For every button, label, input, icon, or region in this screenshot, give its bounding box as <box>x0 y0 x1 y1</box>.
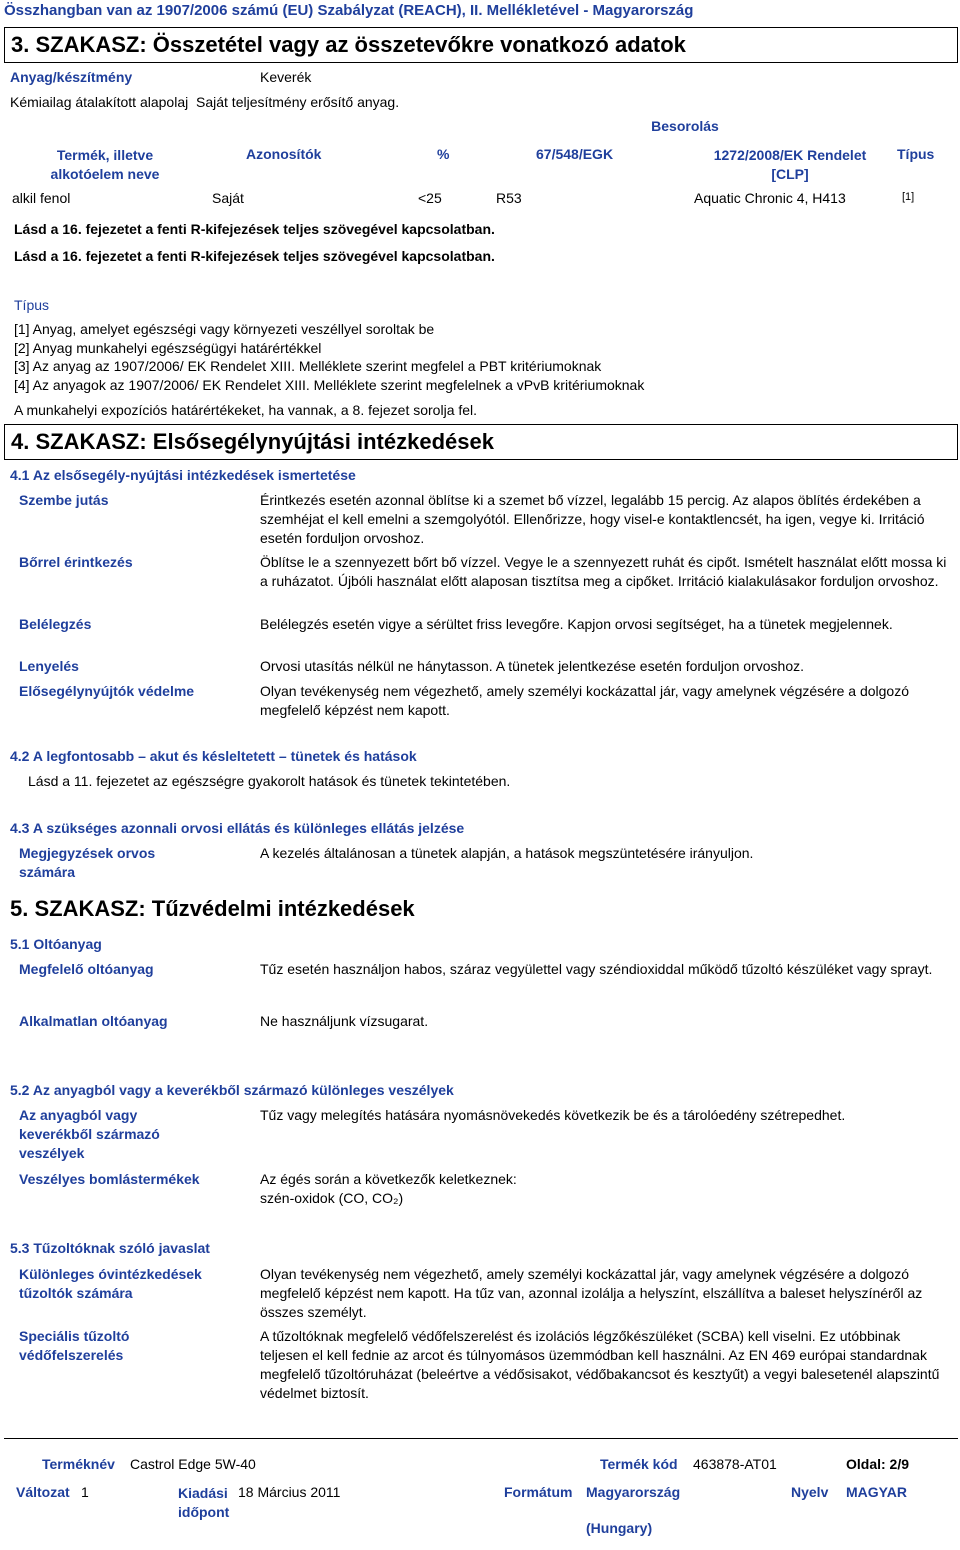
special-precautions-label-line1: Különleges óvintézkedések <box>19 1266 202 1282</box>
row-clp: Aquatic Chronic 4, H413 <box>694 190 846 206</box>
r-phrase-note-2: Lásd a 16. fejezetet a fenti R-kifejezések teljes szövegével kapcsolatban. <box>14 248 495 264</box>
first-aider-protection-text: Olyan tevékenység nem végezhető, amely személyi kockázattal jár, vagy amelynek végzésére a dolgozó megfelelő képzést nem kapott. <box>260 683 910 718</box>
protective-equipment-label-line1: Speciális tűzoltó <box>19 1328 130 1344</box>
special-precautions-text: Olyan tevékenység nem végezhető, amely személyi kockázattal jár, vagy amelynek végzésére a dolgozó megfelelő képzést nem kapott. Ha tűz van, azonnal izolálja a helyszínt, elszállítva a baleset helyszínéről az összes személyt. <box>260 1266 923 1320</box>
skin-contact-text: Öblítse le a szennyezett bőrt bő vízzel. Vegye le a szennyezett ruhát és cipőt. Ismételt használat előtt mossa ki a ruházatot. Újbóli használat előtt alaposan tisztítsa meg a cipőket. Irritáció kialakulásakor forduljon orvoshoz. <box>260 554 947 589</box>
footer-issue-label-line1: Kiadási <box>178 1485 228 1501</box>
protective-equipment-label <box>19 1327 249 1365</box>
list-item: [1] Anyag, amelyet egészségi vagy környezeti veszéllyel soroltak be <box>14 321 435 337</box>
unsuitable-media-label: Alkalmatlan oltóanyag <box>19 1013 168 1029</box>
subsection-4-1: 4.1 Az elsősegély-nyújtási intézkedések ismertetése <box>10 467 356 483</box>
section-5-title: 5. SZAKASZ: Tűzvédelmi intézkedések <box>10 896 415 921</box>
subsection-5-2: 5.2 Az anyagból vagy a keverékből származó különleges veszélyek <box>10 1082 454 1098</box>
document-header: Összhangban van az 1907/2006 számú (EU) Szabályzat (REACH), II. Mellékletével - Magyarország <box>4 2 694 19</box>
col-1272-header <box>680 146 900 184</box>
subsection-4-3: 4.3 A szükséges azonnali orvosi ellátás és különleges ellátás jelzése <box>10 820 465 836</box>
col-name-line1: Termék, illetve <box>56 147 154 163</box>
row-pct: <25 <box>418 190 442 206</box>
first-aider-protection-label: Elősegélynyújtók védelme <box>19 683 195 699</box>
physician-notes-label-line2: számára <box>19 864 76 880</box>
subsection-5-1: 5.1 Oltóanyag <box>10 936 102 952</box>
hazards-text: Tűz vagy melegítés hatására nyomásnövekedés következik be és a tárolóedény szétrepedhet. <box>260 1107 846 1123</box>
section-4-title: 4. SZAKASZ: Elsősegélynyújtási intézkedések <box>4 424 958 460</box>
hazards-label-line2: keverékből származó <box>19 1126 160 1142</box>
hazards-label <box>19 1106 249 1163</box>
protective-equipment-text: A tűzoltóknak megfelelő védőfelszerelést és izolációs légzőkészüléket (SCBA) kell viselni. Ez utóbbinak teljesen el kell fednie az arcot és túlnyomásos üzemmódban kell használni. Az EN 469 európai standardnak megfelelő tűzoltóruházat (beleértve a védősisakot, védőbakancsot és kesztyűt) a vegyi balesetenél alapszintű védelmet biztosít. <box>260 1328 940 1401</box>
decomposition-text-line1: Az égés során a következők keletkeznek: <box>260 1171 517 1187</box>
footer-format-value-2: (Hungary) <box>586 1520 653 1536</box>
list-item: [2] Anyag munkahelyi egészségügyi határértékkel <box>14 339 322 356</box>
subsection-4-2: 4.2 A legfontosabb – akut és késleltetett – tünetek és hatások <box>10 748 417 764</box>
col-1272-line2: [CLP] <box>771 166 809 182</box>
footer-issue-label <box>178 1484 229 1522</box>
suitable-media-text: Tűz esetén használjon habos, száraz vegyülettel vagy széndioxiddal működő tűzoltó készüléket vagy sprayt. <box>260 961 933 977</box>
ingestion-text: Orvosi utasítás nélkül ne hánytasson. A tünetek jelentkezése esetén forduljon orvoshoz. <box>260 658 804 674</box>
footer-lang-value: MAGYAR <box>846 1484 907 1500</box>
special-precautions-label-line2: tűzoltók számára <box>19 1285 133 1301</box>
section-3-title: 3. SZAKASZ: Összetétel vagy az összetevőkre vonatkozó adatok <box>4 27 958 63</box>
col-type-header: Típus <box>897 146 935 162</box>
subsection-4-2-text: Lásd a 11. fejezetet az egészségre gyakorolt hatások és tünetek tekintetében. <box>28 773 511 789</box>
col-name-header <box>20 146 190 184</box>
row-id: Saját <box>212 190 244 206</box>
col-pct-header: % <box>437 146 450 162</box>
footer-issue-value: 18 Március 2011 <box>238 1484 341 1500</box>
inhalation-text: Belélegzés esetén vigye a sérültet friss levegőre. Kapjon orvosi segítséget, ha a tünetek megjelennek. <box>260 616 893 632</box>
besorolas-heading: Besorolás <box>651 118 719 134</box>
ingestion-label: Lenyelés <box>19 658 79 674</box>
unsuitable-media-text: Ne használjunk vízsugarat. <box>260 1013 429 1029</box>
r-phrase-note-1: Lásd a 16. fejezetet a fenti R-kifejezések teljes szövegével kapcsolatban. <box>14 221 495 237</box>
row-r: R53 <box>496 190 522 206</box>
footer-product-value: Castrol Edge 5W-40 <box>130 1456 256 1472</box>
product-label: Anyag/készítmény <box>10 69 133 85</box>
footer-lang-label: Nyelv <box>791 1484 829 1500</box>
eye-contact-label: Szembe jutás <box>19 492 109 508</box>
list-item: [3] Az anyag az 1907/2006/ EK Rendelet XIII. Melléklete szerint megfelel a PBT kritériumoknak <box>14 358 602 374</box>
row-type: [1] <box>902 191 915 203</box>
eye-contact-text: Érintkezés esetén azonnal öblítse ki a szemet bő vízzel, legalább 15 percig. Az alapos öblítés érdekében a szemhéjat el kell emelni a szemgolyótól. Ellenőrizze, hogy visel-e kontaktlencsét, ha igen, vegye ki. Irritáció esetén forduljon orvoshoz. <box>260 492 925 546</box>
footer-product-label: Terméknév <box>42 1456 115 1472</box>
physician-notes-text: A kezelés általánosan a tünetek alapján, a hatások megszüntetésére irányuljon. <box>260 845 754 861</box>
exposure-note: A munkahelyi expozíciós határértékeket, ha vannak, a 8. fejezet sorolja fel. <box>14 402 478 418</box>
physician-notes-label <box>19 844 249 882</box>
protective-equipment-label-line2: védőfelszerelés <box>19 1347 124 1363</box>
col-1272-line1: 1272/2008/EK Rendelet <box>713 147 867 163</box>
row-name: alkil fenol <box>12 190 71 206</box>
footer-format-value: Magyarország <box>586 1484 681 1500</box>
decomposition-text-line2: szén-oxidok (CO, CO₂) <box>260 1190 404 1206</box>
list-item: [4] Az anyagok az 1907/2006/ EK Rendelet XIII. Melléklete szerint megfelelnek a vPvB kritériumoknak <box>14 376 645 393</box>
decomposition-label: Veszélyes bomlástermékek <box>19 1171 200 1187</box>
suitable-media-label: Megfelelő oltóanyag <box>19 961 154 977</box>
skin-contact-label: Bőrrel érintkezés <box>19 554 133 570</box>
footer-version-value: 1 <box>81 1484 89 1500</box>
footer-code-value: 463878-AT01 <box>693 1456 777 1472</box>
col-67-header: 67/548/EGK <box>536 146 614 162</box>
hazards-label-line1: Az anyagból vagy <box>19 1107 138 1123</box>
inhalation-label: Belélegzés <box>19 616 92 632</box>
footer-issue-label-line2: időpont <box>178 1504 230 1520</box>
physician-notes-label-line1: Megjegyzések orvos <box>19 845 156 861</box>
footer-page: Oldal: 2/9 <box>846 1456 910 1472</box>
decomposition-text <box>260 1170 950 1208</box>
col-name-line2: alkotóelem neve <box>50 166 160 182</box>
footer-version-label: Változat <box>16 1484 70 1500</box>
product-value: Keverék <box>260 69 312 85</box>
col-id-header: Azonosítók <box>246 146 322 162</box>
type-list <box>14 320 644 394</box>
product-description: Kémiailag átalakított alapolaj Saját teljesítmény erősítő anyag. <box>10 94 400 110</box>
footer-format-label: Formátum <box>504 1484 573 1500</box>
subsection-5-3: 5.3 Tűzoltóknak szóló javaslat <box>10 1240 210 1256</box>
footer-divider <box>4 1438 958 1439</box>
footer-code-label: Termék kód <box>600 1456 678 1472</box>
special-precautions-label <box>19 1265 249 1303</box>
hazards-label-line3: veszélyek <box>19 1145 85 1161</box>
type-heading: Típus <box>14 297 50 313</box>
